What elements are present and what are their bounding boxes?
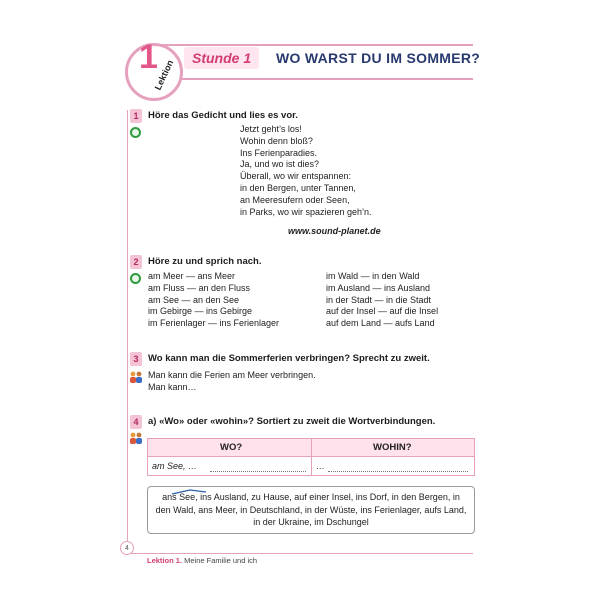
poem-line: Überall, wo wir entspannen:	[240, 171, 352, 182]
phrase-list-left	[148, 271, 279, 330]
lesson-number: 1	[139, 38, 158, 76]
table-column-divider	[311, 439, 312, 475]
poem-line: in den Bergen, unter Tannen,	[240, 182, 356, 193]
poem-line: Wohin denn bloß?	[240, 135, 313, 146]
task3-examples	[148, 370, 316, 394]
lesson-word: Lektion	[152, 58, 176, 92]
phrase-item: im Ausland — ins Ausland	[326, 282, 431, 293]
phrase-item: am Meer — ans Meer	[148, 271, 236, 281]
poem-line: Ins Ferienparadies.	[240, 147, 318, 158]
pair-work-icon	[129, 371, 143, 383]
table-cell-wo: am See, …	[152, 461, 198, 471]
table-cell-wohin: …	[316, 461, 325, 471]
phrase-item: im Wald — in den Wald	[326, 271, 420, 281]
task1-instruction: Höre das Gedicht und lies es vor.	[148, 110, 298, 121]
answer-line	[328, 471, 468, 472]
poem-source: www.sound-planet.de	[288, 226, 381, 236]
footer-line	[127, 553, 473, 554]
audio-cd-icon	[130, 127, 141, 138]
phrase-list-right	[326, 271, 438, 330]
column-header-wo: WO?	[220, 442, 243, 453]
answer-line	[210, 471, 306, 472]
footer-lesson: Lektion 1.	[147, 556, 183, 565]
pair-work-icon	[129, 432, 143, 444]
phrase-item: in der Stadt — in die Stadt	[326, 294, 432, 305]
task2-number-badge: 2	[130, 255, 142, 269]
phrase-item: auf dem Land — aufs Land	[326, 318, 435, 329]
word-list: ans See, ins Ausland, zu Hause, auf einer Insel, ins Dorf, in den Bergen, in den Wald, ans Meer, in Deutschland, in der Wüste, ins Ferienlager, aufs Land, in der Ukraine, im Dschungel	[155, 492, 467, 527]
phrase-item: im Gebirge — ins Gebirge	[148, 306, 253, 317]
task4-instruction: a) «Wo» oder «wohin»? Sortiert zu zweit die Wortverbindungen.	[148, 416, 436, 427]
poem-line: Jetzt geht’s los!	[240, 124, 302, 134]
phrase-item: am See — an den See	[148, 294, 240, 305]
example-line: Man kann die Ferien am Meer verbringen.	[148, 370, 316, 380]
task1-number-badge: 1	[130, 109, 142, 123]
task4-number-badge: 4	[130, 415, 142, 429]
phrase-item: auf der Insel — auf die Insel	[326, 306, 439, 317]
header-top-line	[158, 44, 473, 46]
strikethrough-mark	[170, 487, 210, 497]
sort-table	[147, 438, 475, 476]
example-line: Man kann…	[148, 381, 197, 392]
header-bottom-line	[158, 78, 473, 80]
task3-number-badge: 3	[130, 352, 142, 366]
phrase-item: im Ferienlager — ins Ferienlager	[148, 318, 280, 329]
audio-cd-icon	[130, 273, 141, 284]
task2-instruction: Höre zu und sprich nach.	[148, 256, 262, 267]
poem-line: an Meeresufern oder Seen,	[240, 194, 350, 205]
footer-topic: Meine Familie und ich	[184, 556, 258, 565]
phrase-item: am Fluss — an den Fluss	[148, 282, 251, 293]
page-title: WO WARST DU IM SOMMER?	[276, 50, 481, 66]
column-header-wohin: WOHIN?	[373, 442, 412, 453]
poem	[240, 124, 372, 218]
poem-line: in Parks, wo wir spazieren geh’n.	[240, 206, 372, 217]
task3-instruction: Wo kann man die Sommerferien verbringen? Sprecht zu zweit.	[148, 353, 430, 364]
table-row-divider	[148, 456, 474, 457]
poem-line: Ja, und wo ist dies?	[240, 159, 320, 170]
stunde-label: Stunde 1	[184, 47, 259, 69]
left-margin-rule	[127, 110, 128, 550]
page-number: 4	[120, 541, 134, 555]
footer-caption	[147, 556, 257, 565]
